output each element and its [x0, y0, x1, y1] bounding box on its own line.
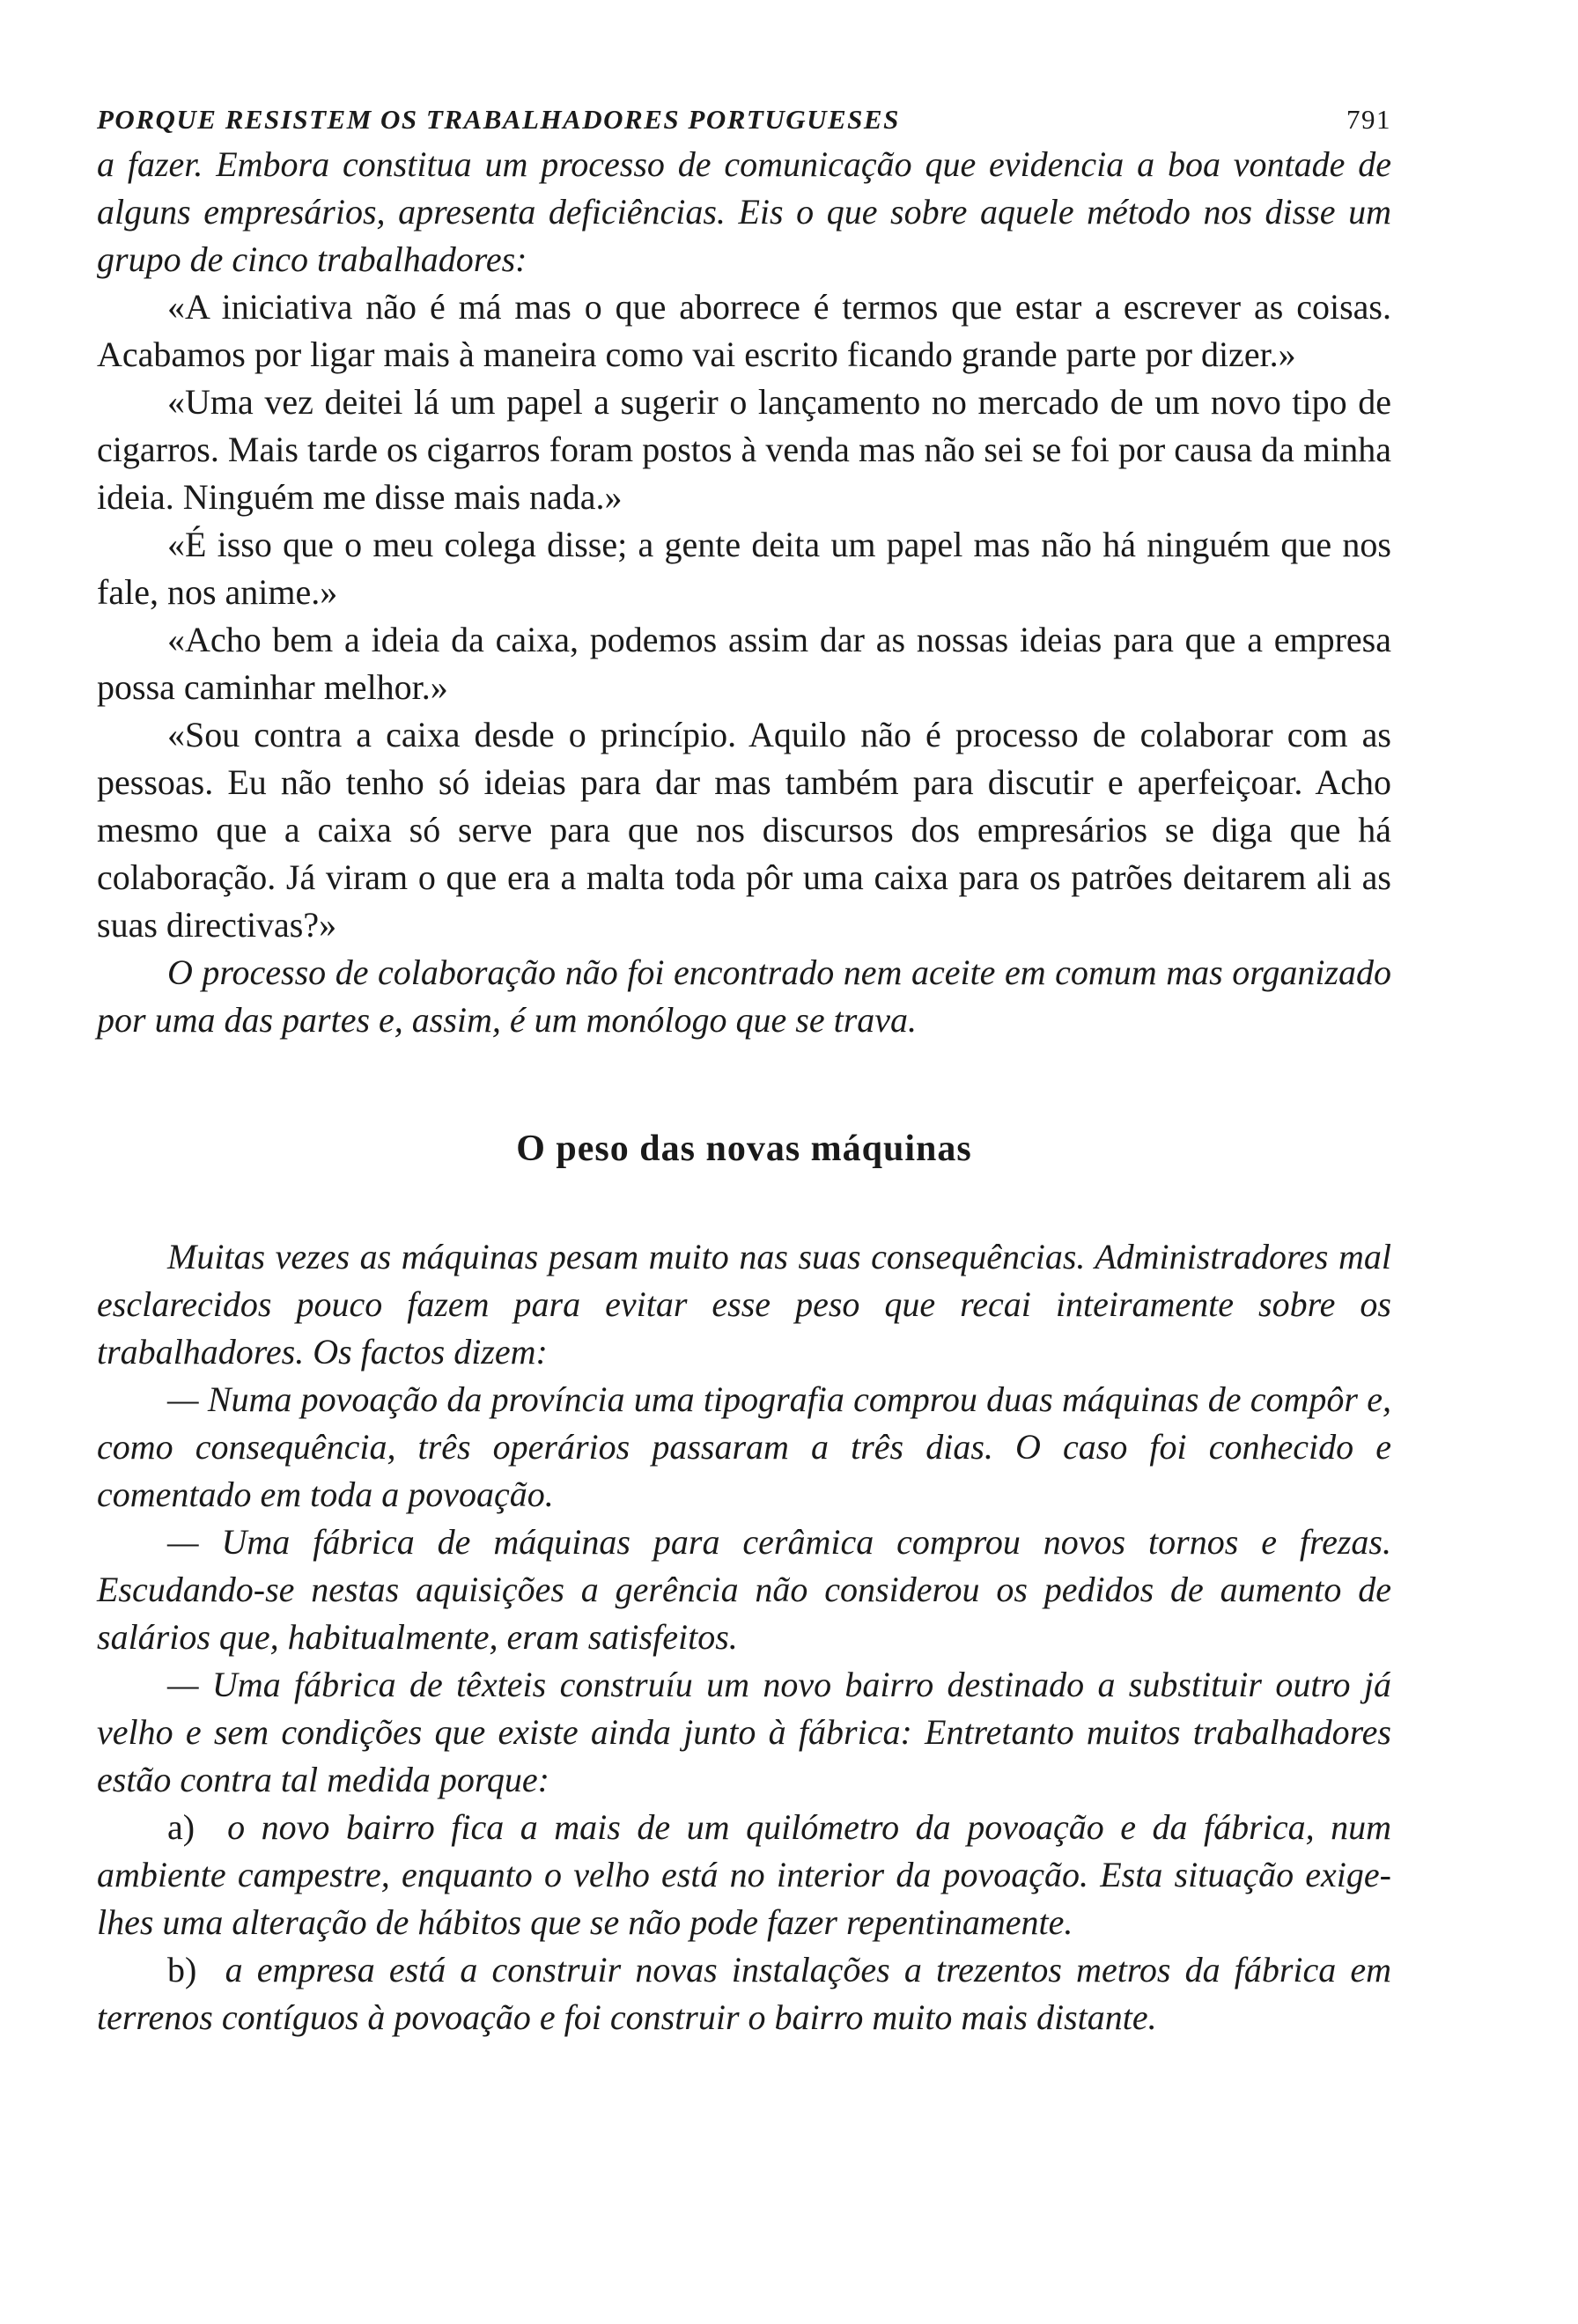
- case-paragraph: — Uma fábrica de têxteis construíu um novo bairro destinado a substituir outro já velho e sem condições que existe ainda junto à fábrica: Entretanto muitos trabalhadores estão contra tal medida porque:: [97, 1665, 1391, 1799]
- case-paragraph: — Numa povoação da província uma tipografia comprou duas máquinas de compôr e, como consequência, três operários passaram a três dias. O caso foi conhecido e comentado em toda a povoação.: [97, 1379, 1391, 1514]
- list-item-marker: a): [167, 1807, 195, 1847]
- section-heading: O peso das novas máquinas: [516, 1129, 972, 1169]
- worker-quotes: [97, 283, 1391, 949]
- quote-paragraph: «É isso que o meu colega disse; a gente deita um papel mas não há ninguém que nos fale, nos anime.»: [97, 525, 1391, 612]
- section-intro: Muitas vezes as máquinas pesam muito nas suas consequências. Administradores mal esclarecidos pouco fazem para evitar esse peso que recai inteiramente sobre os trabalhadores. Os factos dizem:: [97, 1237, 1391, 1372]
- case-paragraph: — Uma fábrica de máquinas para cerâmica comprou novos tornos e frezas. Escudando-se nestas aquisições a gerência não considerou os pedidos de aumento de salários que, habitualmente, eram satisfeitos.: [97, 1522, 1391, 1657]
- list-item-marker: b): [167, 1950, 197, 1989]
- list-item: [97, 1946, 1391, 2041]
- quote-paragraph: «A iniciativa não é má mas o que aborrece é termos que estar a escrever as coisas. Acabamos por ligar mais à maneira como vai escrito ficando grande parte por dizer.»: [97, 287, 1391, 374]
- running-head: [97, 88, 1391, 141]
- quote-paragraph: «Sou contra a caixa desde o princípio. Aquilo não é processo de colaborar com as pessoas. Eu não tenho só ideias para dar mas também para discutir e aperfeiçoar. Acho mesmo que a caixa só serve para que nos discursos dos empresários se diga que há colaboração. Já viram o que era a malta toda pôr uma caixa para os patrões deitarem ali as suas directivas?»: [97, 715, 1391, 945]
- list-item-text: o novo bairro fica a mais de um quilómetro da povoação e da fábrica, num ambiente campestre, enquanto o velho está no interior da povoação. Esta situação exige-lhes uma alteração de hábitos que se não pode fazer repentinamente.: [97, 1807, 1391, 1942]
- body-text: [97, 141, 1391, 1044]
- page: [97, 88, 1391, 2041]
- page-number: 791: [1346, 104, 1391, 135]
- quote-paragraph: «Acho bem a ideia da caixa, podemos assim dar as nossas ideias para que a empresa possa caminhar melhor.»: [97, 620, 1391, 707]
- running-head-title: PORQUE RESISTEM OS TRABALHADORES PORTUGUESES: [97, 104, 900, 135]
- intro-paragraph: a fazer. Embora constitua um processo de comunicação que evidencia a boa vontade de alguns empresários, apresenta deficiências. Eis o que sobre aquele método nos disse um grupo de cinco trabalhadores:: [97, 144, 1391, 279]
- conclusion-paragraph: O processo de colaboração não foi encontrado nem aceite em comum mas organizado por uma das partes e, assim, é um monólogo que se trava.: [97, 952, 1391, 1040]
- quote-paragraph: «Uma vez deitei lá um papel a sugerir o lançamento no mercado de um novo tipo de cigarros. Mais tarde os cigarros foram postos à venda mas não sei se foi por causa da minha ideia. Ninguém me disse mais nada.»: [97, 382, 1391, 517]
- list-item-text: a empresa está a construir novas instalações a trezentos metros da fábrica em terrenos contíguos à povoação e foi construir o bairro muito mais distante.: [97, 1950, 1392, 2037]
- list-item: [97, 1804, 1391, 1946]
- section-body: [97, 1233, 1391, 2041]
